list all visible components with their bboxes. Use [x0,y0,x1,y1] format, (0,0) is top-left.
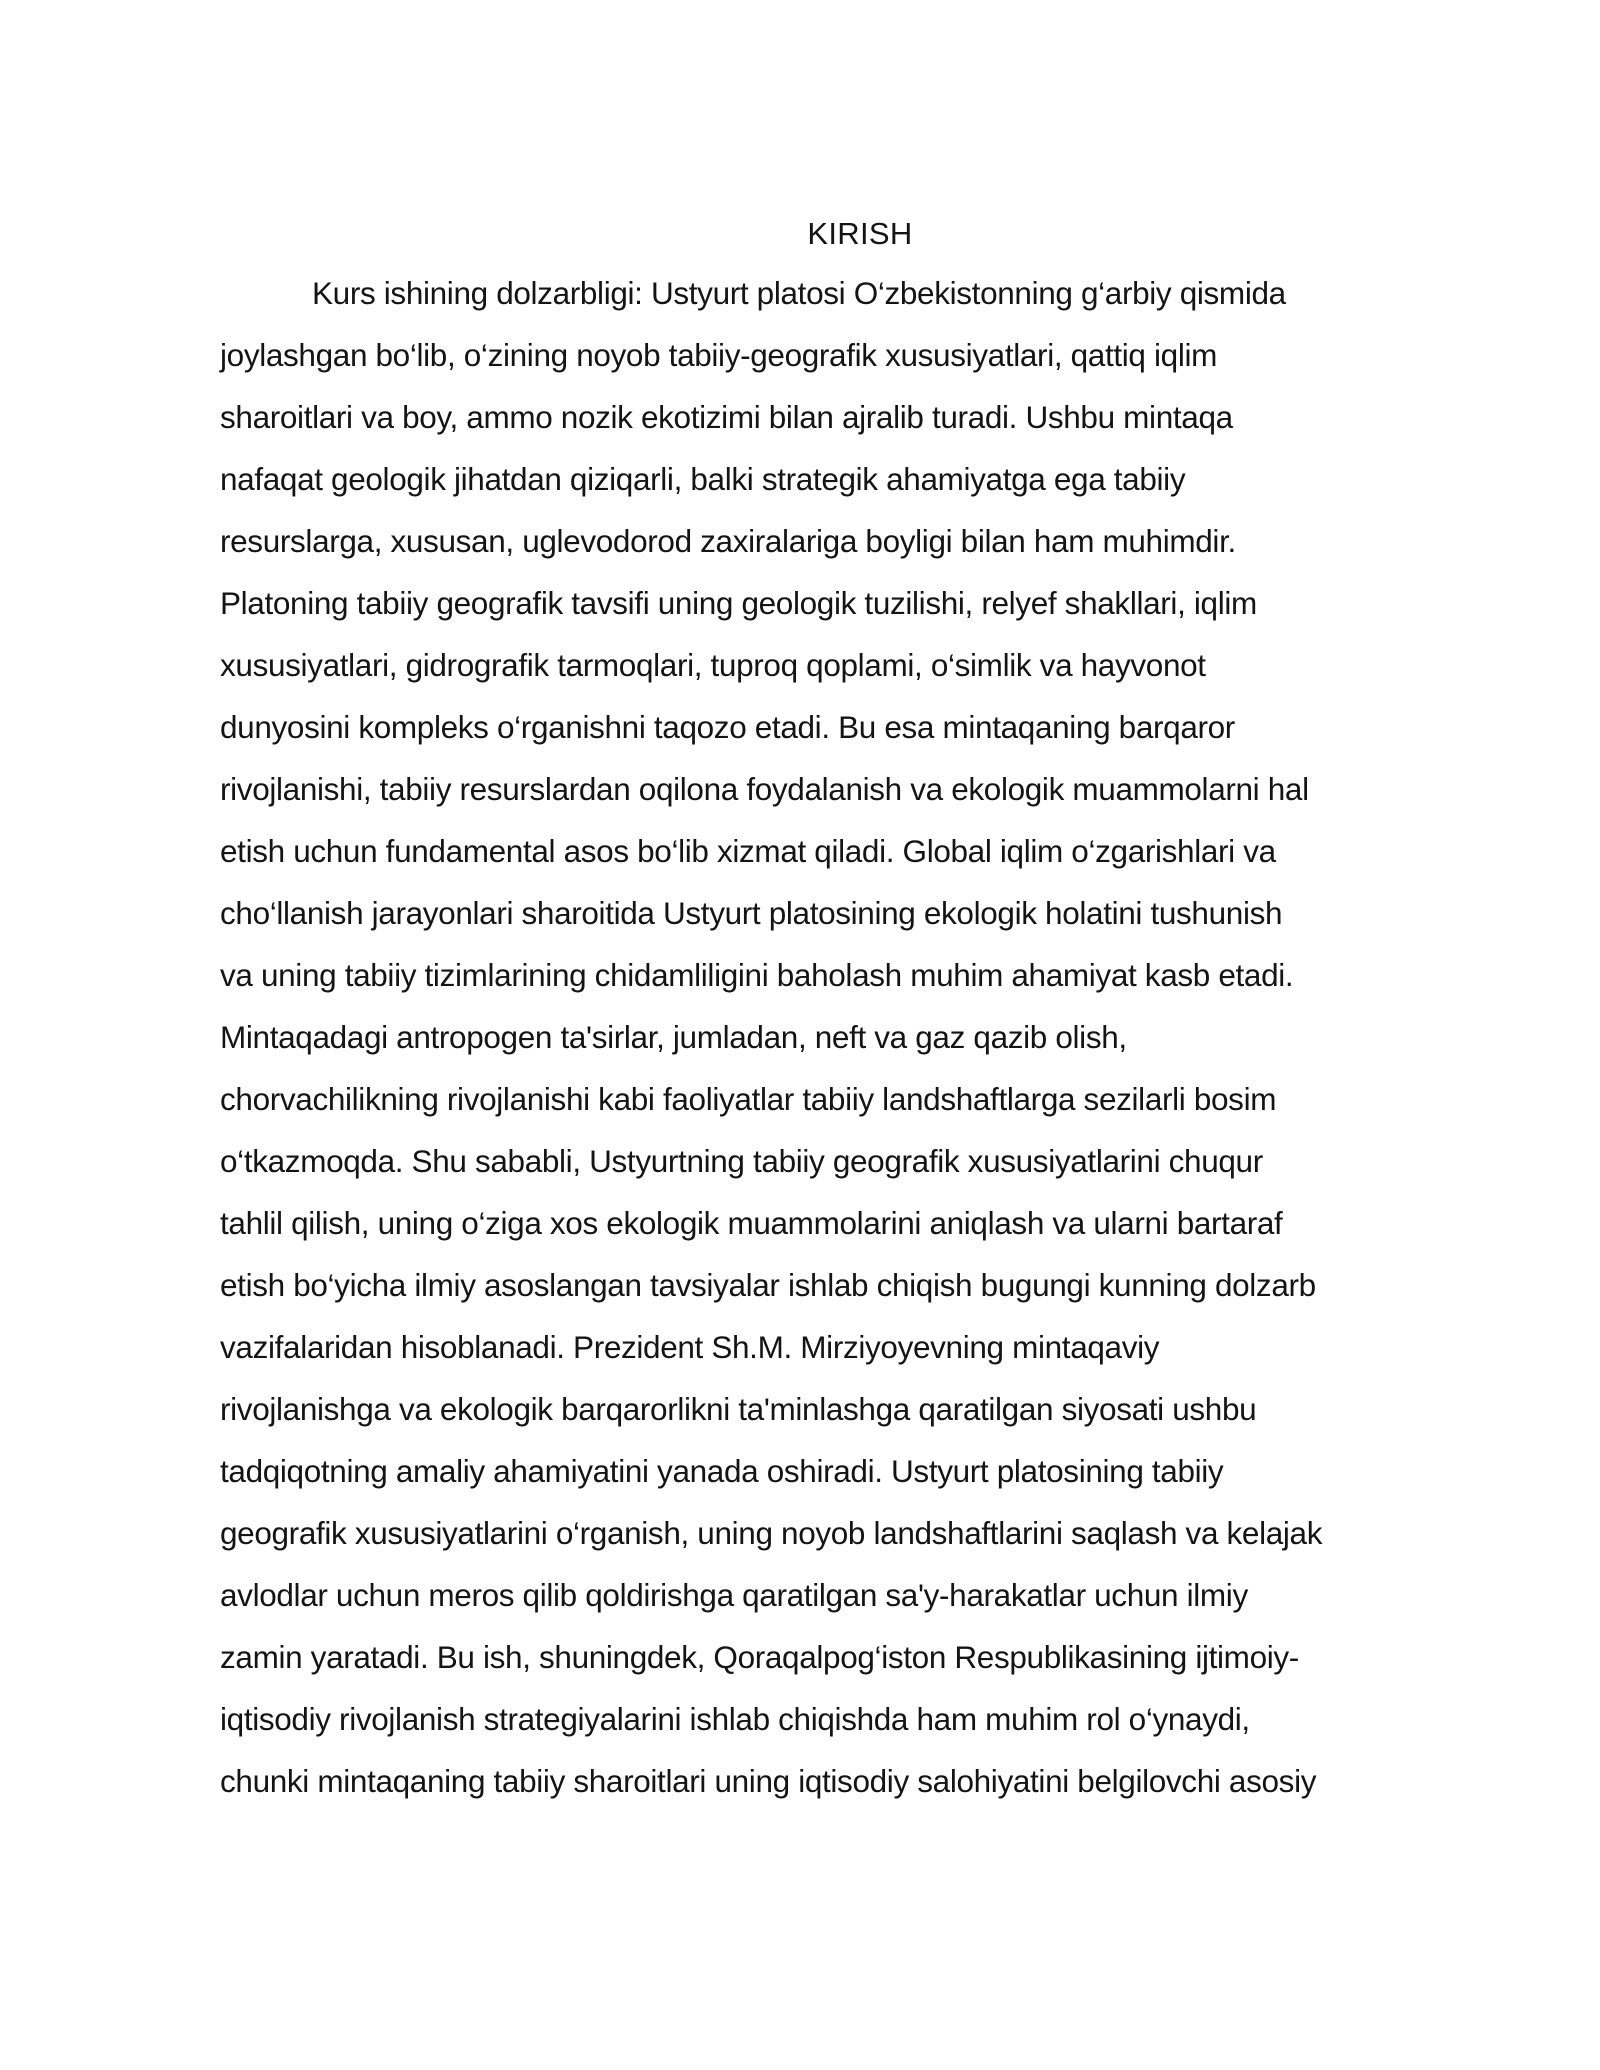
paragraph-line: nafaqat geologik jihatdan qiziqarli, balki strategik ahamiyatga ega tabiiy [220,461,1186,497]
paragraph-line: dunyosini kompleks o‘rganishni taqozo etadi. Bu esa mintaqaning barqaror [220,709,1235,745]
paragraph-line: resurslarga, xususan, uglevodorod zaxiralariga boyligi bilan ham muhimdir. [220,523,1236,559]
paragraph-line: Kurs ishining dolzarbligi: Ustyurt platosi O‘zbekistonning g‘arbiy qismida [312,275,1286,311]
paragraph-line: rivojlanishga va ekologik barqarorlikni ta'minlashga qaratilgan siyosati ushbu [220,1391,1257,1427]
paragraph-line: etish bo‘yicha ilmiy asoslangan tavsiyalar ishlab chiqish bugungi kunning dolzarb [220,1267,1316,1303]
paragraph-line: Mintaqadagi antropogen ta'sirlar, jumladan, neft va gaz qazib olish, [220,1019,1127,1055]
paragraph-line: zamin yaratadi. Bu ish, shuningdek, Qoraqalpog‘iston Respublikasining ijtimoiy- [220,1639,1299,1675]
paragraph-line: o‘tkazmoqda. Shu sababli, Ustyurtning tabiiy geografik xususiyatlarini chuqur [220,1143,1263,1179]
paragraph-line: geografik xususiyatlarini o‘rganish, uning noyob landshaftlarini saqlash va kelajak [220,1515,1323,1551]
paragraph-line: rivojlanishi, tabiiy resurslardan oqilona foydalanish va ekologik muammolarni hal [220,771,1309,807]
paragraph-line: avlodlar uchun meros qilib qoldirishga qaratilgan sa'y-harakatlar uchun ilmiy [220,1577,1248,1613]
paragraph-line: chunki mintaqaning tabiiy sharoitlari uning iqtisodiy salohiyatini belgilovchi asosiy [220,1763,1317,1799]
paragraph-line: xususiyatlari, gidrografik tarmoqlari, tuproq qoplami, o‘simlik va hayvonot [220,647,1206,683]
paragraph-line: va uning tabiiy tizimlarining chidamliligini baholash muhim ahamiyat kasb etadi. [220,957,1294,993]
paragraph-line: joylashgan bo‘lib, o‘zining noyob tabiiy-geografik xususiyatlari, qattiq iqlim [220,337,1218,373]
paragraph-line: iqtisodiy rivojlanish strategiyalarini ishlab chiqishda ham muhim rol o‘ynaydi, [220,1701,1250,1737]
paragraph-line: sharoitlari va boy, ammo nozik ekotizimi bilan ajralib turadi. Ushbu mintaqa [220,399,1233,435]
paragraph-line: vazifalaridan hisoblanadi. Prezident Sh.M. Mirziyoyevning mintaqaviy [220,1329,1160,1365]
section-heading: KIRISH [807,216,913,251]
paragraph-line: chorvachilikning rivojlanishi kabi faoliyatlar tabiiy landshaftlarga sezilarli bosim [220,1081,1277,1117]
paragraph-line: cho‘llanish jarayonlari sharoitida Ustyurt platosining ekologik holatini tushunish [220,895,1283,931]
paragraph-line: tahlil qilish, uning o‘ziga xos ekologik muammolarini aniqlash va ularni bartaraf [220,1205,1283,1241]
paragraph-line: tadqiqotning amaliy ahamiyatini yanada oshiradi. Ustyurt platosining tabiiy [220,1453,1224,1489]
body-paragraph [220,262,1480,1812]
paragraph-line: Platoning tabiiy geografik tavsifi uning geologik tuzilishi, relyef shakllari, iqlim [220,585,1257,621]
paragraph-line: etish uchun fundamental asos bo‘lib xizmat qiladi. Global iqlim o‘zgarishlari va [220,833,1276,869]
